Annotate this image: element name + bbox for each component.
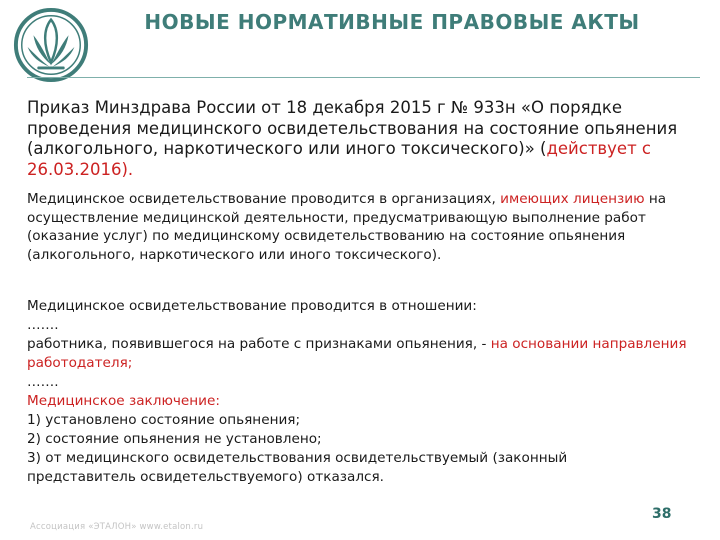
conclusion-item-2: 2) состояние опьянения не установлено; [27, 431, 322, 447]
conclusion-heading: Медицинское заключение: [27, 393, 220, 409]
licensing-highlight: имеющих лицензию [500, 191, 645, 207]
ministry-emblem-icon [12, 6, 90, 84]
ellipsis-2: ……. [27, 374, 59, 390]
header-divider [27, 77, 700, 78]
worker-highlight: на основании направления работодателя; [27, 336, 687, 371]
footer-text: Ассоциация «ЭТАЛОН» www.etalon.ru [30, 522, 204, 532]
examination-intro: Медицинское освидетельствование проводится в отношении: [27, 298, 477, 314]
conclusion-item-3: 3) от медицинского освидетельствования освидетельствуемый (законный представитель освидетельствуемого) отказался. [27, 450, 568, 485]
worker-text: работника, появившегося на работе с признаками опьянения, - [27, 336, 491, 352]
page-title: НОВЫЕ НОРМАТИВНЫЕ ПРАВОВЫЕ АКТЫ [144, 10, 640, 34]
licensing-paragraph [27, 190, 707, 264]
page-number: 38 [652, 506, 672, 522]
worker-item [27, 335, 707, 373]
decree-effective-date: действует с 26.03.2016). [27, 139, 652, 179]
examination-section [27, 297, 707, 487]
licensing-text-start: Медицинское освидетельствование проводится в организациях, [27, 191, 501, 207]
decree-text: Приказ Минздрава России от 18 декабря 2015 г № 933н «О порядке проведения медицинского освидетельствования на состояние опьянения (алкогольного, наркотического или иного токсического)» ( [27, 98, 678, 158]
conclusion-item-1: 1) установлено состояние опьянения; [27, 412, 301, 428]
decree-title [27, 98, 687, 180]
licensing-text-end: на осуществление медицинской деятельности, предусматривающую выполнение работ (оказание услуг) по медицинскому освидетельствованию на состояние опьянения (алкогольного, наркотического или иного токсического). [27, 191, 667, 263]
ellipsis-1: ……. [27, 317, 59, 333]
